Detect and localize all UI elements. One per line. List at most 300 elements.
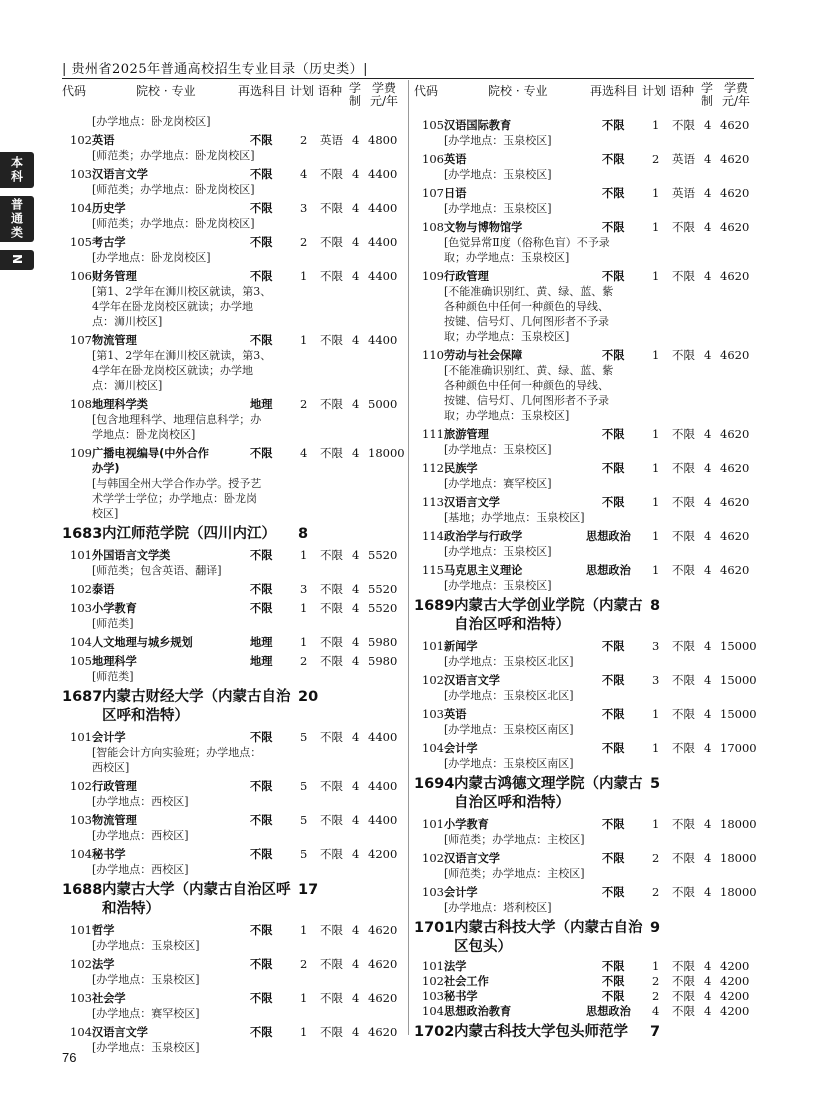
school-code: 1683 bbox=[62, 526, 103, 542]
major-subject: 不限 bbox=[602, 818, 625, 831]
major-name-line: 广播电视编导(中外合作 bbox=[92, 447, 209, 460]
major-name-line: 秘书学 bbox=[444, 990, 478, 1003]
major-note: 校区] bbox=[92, 507, 119, 520]
page-number: 76 bbox=[62, 1050, 77, 1065]
major-row bbox=[62, 269, 402, 284]
major-name bbox=[92, 397, 148, 412]
major-plan: 5 bbox=[300, 847, 308, 861]
major-name bbox=[92, 269, 137, 284]
major-subject: 不限 bbox=[602, 674, 625, 687]
major-note: [办学地点：玉泉校区北区] bbox=[444, 655, 574, 668]
major-years: 4 bbox=[352, 333, 360, 347]
major-fee: 5520 bbox=[368, 548, 398, 562]
major-plan: 1 bbox=[652, 495, 660, 509]
major-code: 104 bbox=[422, 1004, 444, 1018]
major-name-line: 英语 bbox=[444, 153, 467, 166]
major-code: 103 bbox=[422, 707, 444, 721]
major-name-line: 日语 bbox=[444, 187, 467, 200]
major-plan: 1 bbox=[652, 959, 660, 973]
major-note: 4学年在卧龙岗校区就读；办学地 bbox=[92, 364, 253, 377]
major-name bbox=[444, 269, 489, 284]
major-name bbox=[92, 582, 114, 597]
major-plan: 1 bbox=[652, 269, 660, 283]
major-code: 103 bbox=[70, 813, 92, 827]
school-name-line: 自治区呼和浩特） bbox=[454, 795, 570, 811]
major-note: [不能准确识别红、黄、绿、蓝、紫 bbox=[444, 285, 614, 298]
major-plan: 4 bbox=[652, 1004, 660, 1018]
major-years: 4 bbox=[352, 991, 360, 1005]
major-row bbox=[62, 601, 402, 616]
major-code: 103 bbox=[422, 989, 444, 1003]
school-name-line: 内蒙古科技大学包头师范学 bbox=[454, 1024, 628, 1040]
major-years: 4 bbox=[352, 813, 360, 827]
major-plan: 2 bbox=[300, 957, 308, 971]
major-name bbox=[444, 529, 522, 544]
major-plan: 2 bbox=[300, 654, 308, 668]
major-note: [师范类；办学地点：主校区] bbox=[444, 867, 585, 880]
major-code: 102 bbox=[422, 974, 444, 988]
major-fee: 4620 bbox=[720, 220, 750, 234]
major-fee: 17000 bbox=[720, 741, 757, 755]
major-fee: 4620 bbox=[720, 348, 750, 362]
major-years: 4 bbox=[352, 167, 360, 181]
school-heading bbox=[414, 1023, 754, 1042]
right-column bbox=[414, 80, 757, 1044]
major-fee: 5520 bbox=[368, 582, 398, 596]
major-name bbox=[444, 741, 478, 756]
major-plan: 1 bbox=[652, 220, 660, 234]
major-language: 不限 bbox=[320, 991, 343, 1005]
major-years: 4 bbox=[704, 269, 712, 283]
major-note: [办学地点：玉泉校区] bbox=[444, 134, 552, 147]
major-language: 不限 bbox=[320, 333, 343, 347]
major-fee: 4620 bbox=[720, 563, 750, 577]
major-note: [办学地点：玉泉校区] bbox=[444, 202, 552, 215]
major-name-line: 哲学 bbox=[92, 924, 115, 937]
major-fee: 15000 bbox=[720, 639, 757, 653]
major-subject: 不限 bbox=[250, 168, 273, 181]
major-fee: 4620 bbox=[368, 957, 398, 971]
school-heading bbox=[62, 525, 402, 544]
side-tab-undergrad: 本科 bbox=[0, 152, 34, 188]
major-name bbox=[444, 989, 478, 1004]
major-years: 4 bbox=[352, 601, 360, 615]
major-fee: 5980 bbox=[368, 635, 398, 649]
major-name bbox=[444, 220, 522, 235]
major-fee: 4400 bbox=[368, 333, 398, 347]
major-plan: 2 bbox=[300, 235, 308, 249]
major-plan: 1 bbox=[652, 817, 660, 831]
major-code: 101 bbox=[422, 959, 444, 973]
major-row bbox=[62, 548, 402, 563]
major-subject: 不限 bbox=[250, 583, 273, 596]
school-plan: 8 bbox=[298, 526, 309, 542]
major-years: 4 bbox=[704, 959, 712, 973]
major-code: 104 bbox=[70, 201, 92, 215]
major-subject: 不限 bbox=[602, 221, 625, 234]
major-name-line: 地理科学 bbox=[92, 655, 137, 668]
side-tab-letter: N bbox=[0, 250, 34, 270]
major-subject: 不限 bbox=[602, 640, 625, 653]
major-code: 102 bbox=[70, 582, 92, 596]
major-code: 115 bbox=[422, 563, 444, 577]
major-note: [师范类] bbox=[92, 670, 134, 683]
major-code: 109 bbox=[70, 446, 92, 460]
col-code-label: 代码 bbox=[62, 84, 87, 98]
major-fee: 4620 bbox=[368, 991, 398, 1005]
major-name bbox=[92, 167, 148, 182]
major-plan: 5 bbox=[300, 730, 308, 744]
major-note: [基地；办学地点：玉泉校区] bbox=[444, 511, 585, 524]
major-name-line: 小学教育 bbox=[444, 818, 489, 831]
major-plan: 4 bbox=[300, 167, 308, 181]
major-code: 103 bbox=[422, 885, 444, 899]
major-language: 不限 bbox=[672, 269, 695, 283]
major-note: [师范类；办学地点：卧龙岗校区] bbox=[92, 183, 255, 196]
major-note: [办学地点：塔利校区] bbox=[444, 901, 552, 914]
major-language: 不限 bbox=[672, 563, 695, 577]
major-language: 不限 bbox=[672, 885, 695, 899]
major-years: 4 bbox=[704, 348, 712, 362]
major-plan: 2 bbox=[652, 974, 660, 988]
major-row bbox=[414, 974, 754, 989]
major-code: 104 bbox=[70, 635, 92, 649]
major-fee: 4400 bbox=[368, 779, 398, 793]
major-subject: 地理 bbox=[250, 398, 273, 411]
major-name bbox=[92, 923, 114, 938]
major-row bbox=[62, 813, 402, 828]
major-plan: 1 bbox=[300, 1025, 308, 1039]
major-fee: 4400 bbox=[368, 167, 398, 181]
major-name bbox=[92, 548, 170, 563]
major-note: [办学地点：玉泉校区] bbox=[444, 545, 552, 558]
entry-note: [办学地点：卧龙岗校区] bbox=[92, 115, 211, 128]
major-language: 不限 bbox=[320, 582, 343, 596]
major-years: 4 bbox=[352, 397, 360, 411]
major-name bbox=[92, 957, 114, 972]
major-language: 不限 bbox=[320, 654, 343, 668]
major-code: 107 bbox=[422, 186, 444, 200]
major-language: 英语 bbox=[320, 133, 343, 147]
major-plan: 3 bbox=[300, 201, 308, 215]
major-language: 不限 bbox=[672, 817, 695, 831]
major-language: 不限 bbox=[672, 959, 695, 973]
major-code: 112 bbox=[422, 461, 444, 475]
major-plan: 1 bbox=[300, 635, 308, 649]
major-row bbox=[62, 235, 402, 250]
major-name bbox=[444, 885, 478, 900]
col-school-label: 院校 · 专业 bbox=[488, 84, 548, 98]
major-plan: 2 bbox=[300, 133, 308, 147]
major-note: [办学地点：玉泉校区] bbox=[444, 168, 552, 181]
major-name-line: 民族学 bbox=[444, 462, 478, 475]
school-plan: 9 bbox=[650, 920, 661, 936]
major-row bbox=[414, 817, 757, 832]
major-plan: 2 bbox=[652, 989, 660, 1003]
major-plan: 1 bbox=[652, 427, 660, 441]
major-row bbox=[414, 707, 757, 722]
major-name bbox=[444, 348, 522, 363]
major-years: 4 bbox=[352, 446, 360, 460]
major-name bbox=[444, 186, 466, 201]
major-fee: 4800 bbox=[368, 133, 398, 147]
major-subject: 不限 bbox=[602, 708, 625, 721]
school-name-line: 区包头） bbox=[454, 939, 512, 955]
major-name-line: 汉语言文学 bbox=[444, 852, 500, 865]
major-language: 不限 bbox=[672, 495, 695, 509]
major-name bbox=[92, 1025, 148, 1040]
major-fee: 4400 bbox=[368, 813, 398, 827]
col-fee-label: 学费元/年 bbox=[369, 81, 399, 108]
major-code: 113 bbox=[422, 495, 444, 509]
col-subject-label: 再选科目 bbox=[590, 84, 639, 98]
major-code: 102 bbox=[70, 133, 92, 147]
school-plan: 20 bbox=[298, 689, 319, 705]
major-note: [办学地点：玉泉校区] bbox=[444, 443, 552, 456]
major-note: [办学地点：玉泉校区] bbox=[92, 973, 200, 986]
major-fee: 4400 bbox=[368, 269, 398, 283]
major-years: 4 bbox=[704, 118, 712, 132]
school-plan: 8 bbox=[650, 598, 661, 614]
major-name-line: 汉语言文学 bbox=[92, 168, 148, 181]
major-code: 101 bbox=[422, 639, 444, 653]
major-language: 不限 bbox=[320, 548, 343, 562]
major-row bbox=[62, 397, 402, 412]
left-column-header bbox=[62, 80, 402, 114]
major-name bbox=[444, 461, 478, 476]
major-code: 102 bbox=[422, 851, 444, 865]
major-years: 4 bbox=[704, 186, 712, 200]
header-rule bbox=[62, 78, 754, 79]
major-code: 101 bbox=[70, 548, 92, 562]
major-code: 103 bbox=[70, 167, 92, 181]
major-subject: 不限 bbox=[602, 270, 625, 283]
major-row bbox=[62, 201, 402, 216]
major-subject: 不限 bbox=[602, 153, 625, 166]
major-fee: 18000 bbox=[368, 446, 405, 460]
major-note: [办学地点：玉泉校区南区] bbox=[444, 723, 574, 736]
major-name bbox=[92, 847, 126, 862]
major-plan: 5 bbox=[300, 779, 308, 793]
major-name bbox=[444, 673, 500, 688]
major-row bbox=[414, 851, 757, 866]
major-row bbox=[414, 118, 754, 133]
major-subject: 思想政治 bbox=[586, 1005, 631, 1018]
major-subject: 不限 bbox=[602, 742, 625, 755]
major-note: [第1、2学年在浉川校区就读，第3、 bbox=[92, 285, 272, 298]
column-divider bbox=[408, 80, 409, 1035]
major-fee: 4200 bbox=[720, 1004, 750, 1018]
major-language: 不限 bbox=[672, 461, 695, 475]
major-note: [办学地点：玉泉校区] bbox=[92, 939, 200, 952]
school-code: 1701 bbox=[414, 920, 455, 936]
major-fee: 4620 bbox=[368, 923, 398, 937]
major-note: 点：浉川校区] bbox=[92, 315, 163, 328]
major-language: 不限 bbox=[672, 851, 695, 865]
major-subject: 不限 bbox=[250, 1026, 273, 1039]
major-fee: 4620 bbox=[720, 495, 750, 509]
major-row bbox=[414, 1004, 754, 1019]
major-years: 4 bbox=[704, 461, 712, 475]
major-name bbox=[444, 639, 478, 654]
major-language: 不限 bbox=[672, 639, 695, 653]
major-name-line: 考古学 bbox=[92, 236, 126, 249]
major-name-line: 行政管理 bbox=[444, 270, 489, 283]
major-fee: 4620 bbox=[720, 269, 750, 283]
col-lang-label: 语种 bbox=[318, 84, 343, 98]
school-heading bbox=[414, 919, 754, 957]
major-years: 4 bbox=[704, 495, 712, 509]
major-note: 按键、信号灯、几何图形者不予录 bbox=[444, 394, 609, 407]
major-name bbox=[444, 1004, 511, 1019]
major-row bbox=[62, 654, 402, 669]
school-plan: 5 bbox=[650, 776, 661, 792]
major-years: 4 bbox=[704, 152, 712, 166]
major-subject: 地理 bbox=[250, 636, 273, 649]
major-row bbox=[414, 989, 754, 1004]
major-code: 102 bbox=[70, 779, 92, 793]
major-name-line: 英语 bbox=[92, 134, 115, 147]
major-subject: 思想政治 bbox=[586, 530, 631, 543]
major-subject: 不限 bbox=[602, 349, 625, 362]
major-language: 英语 bbox=[672, 152, 695, 166]
major-note: [办学地点：赛罕校区] bbox=[444, 477, 552, 490]
major-language: 不限 bbox=[320, 1025, 343, 1039]
major-subject: 不限 bbox=[250, 236, 273, 249]
major-years: 4 bbox=[704, 639, 712, 653]
major-subject: 不限 bbox=[250, 334, 273, 347]
major-row bbox=[62, 167, 402, 182]
major-note: [师范类；办学地点：卧龙岗校区] bbox=[92, 217, 255, 230]
major-row bbox=[414, 427, 754, 442]
major-plan: 2 bbox=[652, 885, 660, 899]
major-plan: 1 bbox=[300, 991, 308, 1005]
major-name-line: 会计学 bbox=[92, 731, 126, 744]
major-plan: 2 bbox=[652, 152, 660, 166]
major-fee: 4620 bbox=[720, 529, 750, 543]
major-subject: 不限 bbox=[250, 731, 273, 744]
major-name bbox=[444, 974, 489, 989]
major-name-line: 汉语言文学 bbox=[92, 1026, 148, 1039]
major-note: [智能会计方向实验班；办学地点： bbox=[92, 746, 262, 759]
major-note: [办学地点：玉泉校区南区] bbox=[444, 757, 574, 770]
major-note: [办学地点：卧龙岗校区] bbox=[92, 251, 211, 264]
major-name-line: 文物与博物馆学 bbox=[444, 221, 523, 234]
school-plan: 17 bbox=[298, 882, 319, 898]
col-subject-label: 再选科目 bbox=[238, 84, 287, 98]
col-fee-label: 学费元/年 bbox=[721, 81, 751, 108]
major-language: 不限 bbox=[320, 397, 343, 411]
major-language: 不限 bbox=[320, 201, 343, 215]
major-row bbox=[414, 563, 754, 578]
school-code: 1687 bbox=[62, 689, 103, 705]
major-code: 109 bbox=[422, 269, 444, 283]
major-name-line: 汉语言文学 bbox=[444, 496, 500, 509]
major-name-line: 会计学 bbox=[444, 742, 478, 755]
major-language: 不限 bbox=[320, 813, 343, 827]
major-subject: 不限 bbox=[602, 187, 625, 200]
major-years: 4 bbox=[352, 957, 360, 971]
major-language: 不限 bbox=[672, 529, 695, 543]
major-note: [办学地点：赛罕校区] bbox=[92, 1007, 200, 1020]
major-language: 不限 bbox=[320, 730, 343, 744]
major-plan: 1 bbox=[300, 548, 308, 562]
major-note: [师范类；办学地点：主校区] bbox=[444, 833, 585, 846]
major-name-line: 物流管理 bbox=[92, 814, 137, 827]
major-name-line: 会计学 bbox=[444, 886, 478, 899]
major-name-line: 外国语言文学类 bbox=[92, 549, 171, 562]
major-fee: 15000 bbox=[720, 673, 757, 687]
major-code: 105 bbox=[422, 118, 444, 132]
major-subject: 不限 bbox=[602, 119, 625, 132]
major-name-line: 法学 bbox=[92, 958, 115, 971]
major-code: 114 bbox=[422, 529, 444, 543]
major-years: 4 bbox=[352, 548, 360, 562]
major-language: 不限 bbox=[320, 779, 343, 793]
school-code: 1702 bbox=[414, 1024, 455, 1040]
major-name-line: 政治学与行政学 bbox=[444, 530, 523, 543]
major-row bbox=[414, 348, 754, 363]
school-heading bbox=[414, 775, 754, 813]
major-note: 学地点：卧龙岗校区] bbox=[92, 428, 196, 441]
major-row bbox=[414, 639, 757, 654]
major-subject: 不限 bbox=[602, 886, 625, 899]
major-fee: 18000 bbox=[720, 885, 757, 899]
major-name-line: 社会学 bbox=[92, 992, 126, 1005]
major-plan: 4 bbox=[300, 446, 308, 460]
major-subject: 不限 bbox=[250, 848, 273, 861]
major-years: 4 bbox=[352, 1025, 360, 1039]
major-fee: 4620 bbox=[720, 427, 750, 441]
major-row bbox=[62, 333, 402, 348]
major-subject: 不限 bbox=[250, 958, 273, 971]
major-name bbox=[444, 427, 489, 442]
major-code: 107 bbox=[70, 333, 92, 347]
major-note: [办学地点：西校区] bbox=[92, 863, 189, 876]
major-name-line: 行政管理 bbox=[92, 780, 137, 793]
major-plan: 1 bbox=[652, 118, 660, 132]
major-years: 4 bbox=[704, 220, 712, 234]
major-plan: 1 bbox=[652, 529, 660, 543]
col-lang-label: 语种 bbox=[670, 84, 695, 98]
major-years: 4 bbox=[704, 741, 712, 755]
school-name-line: 和浩特） bbox=[102, 901, 160, 917]
major-fee: 4620 bbox=[368, 1025, 398, 1039]
major-note: [师范类；办学地点：卧龙岗校区] bbox=[92, 149, 255, 162]
major-note: [办学地点：玉泉校区北区] bbox=[444, 689, 574, 702]
major-subject: 不限 bbox=[250, 924, 273, 937]
major-code: 101 bbox=[70, 923, 92, 937]
major-language: 不限 bbox=[672, 707, 695, 721]
major-code: 108 bbox=[422, 220, 444, 234]
major-row bbox=[62, 730, 402, 745]
major-row bbox=[62, 957, 402, 972]
major-name-line: 法学 bbox=[444, 960, 467, 973]
major-years: 4 bbox=[352, 133, 360, 147]
major-years: 4 bbox=[352, 582, 360, 596]
major-note: [办学地点：西校区] bbox=[92, 829, 189, 842]
school-name-line: 内蒙古财经大学（内蒙古自治 bbox=[102, 689, 291, 705]
major-note: 各种颜色中任何一种颜色的导线、 bbox=[444, 300, 609, 313]
major-name-line: 人文地理与城乡规划 bbox=[92, 636, 193, 649]
major-subject: 不限 bbox=[250, 202, 273, 215]
major-note: [不能准确识别红、黄、绿、蓝、紫 bbox=[444, 364, 614, 377]
major-note: 取；办学地点：玉泉校区] bbox=[444, 330, 570, 343]
major-years: 4 bbox=[704, 673, 712, 687]
major-plan: 2 bbox=[300, 397, 308, 411]
major-code: 101 bbox=[422, 817, 444, 831]
major-years: 4 bbox=[704, 885, 712, 899]
